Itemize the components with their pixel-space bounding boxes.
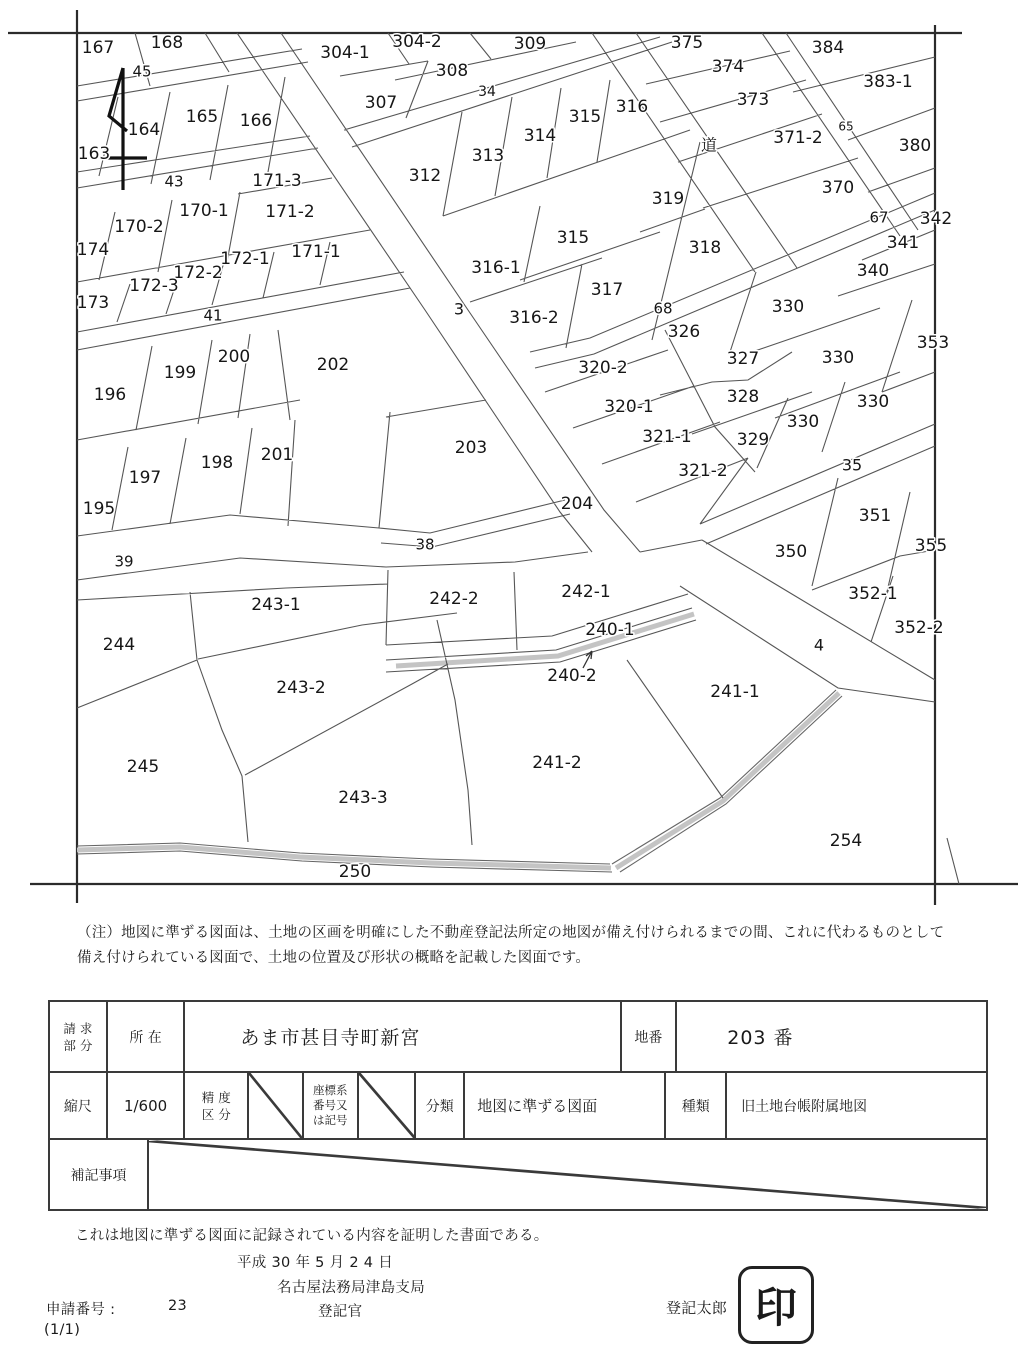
parcel-label-304-2: 304-2 <box>392 32 442 52</box>
parcel-label-38: 38 <box>415 535 435 554</box>
parcel-label-321-2: 321-2 <box>678 461 728 481</box>
parcel-label-171-3: 171-3 <box>252 171 302 191</box>
parcel-label-374: 374 <box>711 57 745 77</box>
parcel-label-352-1: 352-1 <box>848 584 898 604</box>
parcel-label-34: 34 <box>478 84 496 100</box>
parcel-label-170-2: 170-2 <box>114 217 164 237</box>
parcel-label-204: 204 <box>560 494 594 514</box>
parcel-label-342: 342 <box>919 209 953 229</box>
issuing-office: 名古屋法務局津島支局 <box>277 1280 425 1296</box>
parcel-label-380: 380 <box>898 136 932 156</box>
parcel-label-道: 道 <box>700 135 718 155</box>
parcel-label-35: 35 <box>841 455 863 475</box>
note-line-1: （注）地図に準ずる図面は、土地の区画を明確にした不動産登記法所定の地図が備え付けられるまでの間、これに代わるものとして <box>77 925 945 941</box>
parcel-label-340: 340 <box>856 261 890 281</box>
table-row-remarks <box>50 1140 986 1209</box>
parcel-label-318: 318 <box>688 238 722 258</box>
parcel-label-39: 39 <box>114 552 134 571</box>
parcel-label-3: 3 <box>453 299 465 319</box>
parcel-label-241-1: 241-1 <box>710 682 760 702</box>
precision-label: 精 度 区 分 <box>185 1073 249 1138</box>
parcel-label-330: 330 <box>771 297 805 317</box>
parcel-label-373: 373 <box>736 90 770 110</box>
parcel-label-375: 375 <box>670 33 704 53</box>
precision-blank-cell <box>249 1073 304 1138</box>
parcel-label-308: 308 <box>435 61 469 81</box>
parcel-label-243-3: 243-3 <box>338 788 388 808</box>
parcel-label-309: 309 <box>513 34 547 54</box>
parcel-label-241-2: 241-2 <box>532 753 582 773</box>
parcel-label-370: 370 <box>821 178 855 198</box>
parcel-label-196: 196 <box>93 385 127 405</box>
diagonal-slash <box>149 1140 986 1209</box>
parcel-label-315: 315 <box>568 107 602 127</box>
registrar-name: 登記太郎 <box>666 1299 728 1317</box>
parcel-label-307: 307 <box>364 93 398 113</box>
classification-label: 分類 <box>416 1073 465 1138</box>
parcel-label-240-2: 240-2 <box>547 666 597 686</box>
request-part-label: 請 求 部 分 <box>50 1002 108 1071</box>
parcel-label-330: 330 <box>856 392 890 412</box>
parcel-label-328: 328 <box>726 387 760 407</box>
parcel-label-166: 166 <box>239 111 273 131</box>
location-value: あま市甚目寺町新宮 <box>185 1002 621 1071</box>
remarks-value <box>149 1140 986 1209</box>
parcel-label-341: 341 <box>886 233 920 253</box>
location-label: 所 在 <box>108 1002 186 1071</box>
issue-date: 平成 30 年 5 月 2 4 日 <box>237 1255 393 1271</box>
registrar-title: 登記官 <box>318 1304 363 1320</box>
parcel-label-243-1: 243-1 <box>251 595 301 615</box>
parcel-label-242-2: 242-2 <box>429 589 479 609</box>
parcel-label-245: 245 <box>126 757 160 777</box>
note-line-2: 備え付けられている図面で、土地の位置及び形状の概略を記載した図面です。 <box>77 950 591 966</box>
certification-statement: これは地図に準ずる図面に記録されている内容を証明した書面である。 <box>75 1228 549 1244</box>
parcel-label-197: 197 <box>128 468 162 488</box>
parcel-label-317: 317 <box>590 280 624 300</box>
parcel-label-371-2: 371-2 <box>773 128 823 148</box>
parcel-label-355: 355 <box>914 536 948 556</box>
diagonal-slash <box>359 1073 415 1138</box>
parcel-label-383-1: 383-1 <box>863 72 913 92</box>
stamp-character: 印 <box>754 1283 797 1332</box>
parcel-label-171-2: 171-2 <box>265 202 315 222</box>
parcel-label-171-1: 171-1 <box>291 242 341 262</box>
parcel-label-313: 313 <box>471 146 505 166</box>
parcel-label-244: 244 <box>102 635 136 655</box>
parcel-label-330: 330 <box>786 412 820 432</box>
parcel-label-172-3: 172-3 <box>129 276 179 296</box>
parcel-label-165: 165 <box>185 107 219 127</box>
application-number-label: 申請番号 : <box>46 1302 116 1318</box>
parcel-label-202: 202 <box>316 355 350 375</box>
registrar-seal-stamp <box>738 1266 814 1344</box>
diagonal-slash <box>249 1073 302 1138</box>
parcel-label-164: 164 <box>127 120 161 140</box>
map-note <box>77 921 977 971</box>
parcel-label-316-2: 316-2 <box>509 308 559 328</box>
parcel-label-174: 174 <box>76 240 110 260</box>
parcel-label-67: 67 <box>869 208 889 227</box>
kind-value: 旧土地台帳附属地図 <box>741 1098 868 1115</box>
water-shading <box>77 614 839 868</box>
parcel-label-304-1: 304-1 <box>320 43 370 63</box>
parcel-label-203: 203 <box>454 438 488 458</box>
parcel-label-250: 250 <box>338 862 372 882</box>
parcel-label-167: 167 <box>81 38 115 58</box>
river-lines <box>77 690 842 872</box>
parcel-label-170-1: 170-1 <box>179 201 229 221</box>
scale-label: 縮尺 <box>50 1073 108 1138</box>
remarks-label: 補記事項 <box>50 1140 149 1209</box>
parcel-label-173: 173 <box>76 293 110 313</box>
parcel-label-172-1: 172-1 <box>220 249 270 269</box>
parcel-label-329: 329 <box>736 430 770 450</box>
parcel-labels <box>77 32 952 882</box>
parcel-label-198: 198 <box>200 453 234 473</box>
parcel-label-312: 312 <box>408 166 442 186</box>
parcel-label-320-1: 320-1 <box>604 397 654 417</box>
parcel-label-314: 314 <box>523 126 557 146</box>
coordinate-blank-cell <box>359 1073 417 1138</box>
parcel-label-254: 254 <box>829 831 863 851</box>
parcel-label-240-1: 240-1 <box>585 620 635 640</box>
parcel-label-45: 45 <box>132 62 152 81</box>
parcel-label-168: 168 <box>150 33 184 53</box>
parcel-label-315: 315 <box>556 228 590 248</box>
parcel-label-321-1: 321-1 <box>642 427 692 447</box>
parcel-label-200: 200 <box>217 347 251 367</box>
parcel-label-199: 199 <box>163 363 197 383</box>
parcel-label-4: 4 <box>813 635 825 655</box>
page-indicator: (1/1) <box>44 1322 81 1338</box>
parcel-label-352-2: 352-2 <box>894 618 944 638</box>
table-row-classification <box>50 1073 986 1140</box>
parcel-label-65: 65 <box>838 119 854 134</box>
parcel-label-327: 327 <box>726 349 760 369</box>
parcel-label-319: 319 <box>651 189 685 209</box>
parcel-label-326: 326 <box>667 322 701 342</box>
parcel-label-384: 384 <box>811 38 845 58</box>
kind-label: 種類 <box>666 1073 727 1138</box>
attribute-table <box>48 1000 988 1211</box>
scale-value: 1/600 <box>108 1073 186 1138</box>
application-number-value: 23 <box>168 1298 188 1314</box>
parcel-label-316: 316 <box>615 97 649 117</box>
parcel-label-320-2: 320-2 <box>578 358 628 378</box>
coordinate-system-label: 座標系 番号又 は記号 <box>304 1073 359 1138</box>
parcel-label-316-1: 316-1 <box>471 258 521 278</box>
parcel-label-68: 68 <box>653 299 673 318</box>
parcel-label-201: 201 <box>260 445 294 465</box>
parcel-label-350: 350 <box>774 542 808 562</box>
parcel-label-330: 330 <box>821 348 855 368</box>
parcel-label-43: 43 <box>164 172 184 191</box>
parcel-label-243-2: 243-2 <box>276 678 326 698</box>
parcel-label-163: 163 <box>77 144 111 164</box>
table-row-location <box>50 1002 986 1073</box>
parcel-label-195: 195 <box>82 499 116 519</box>
parcel-number-value: 203 番 <box>727 1027 794 1049</box>
parcel-label-242-1: 242-1 <box>561 582 611 602</box>
classification-value: 地図に準ずる図面 <box>465 1073 666 1138</box>
parcel-label-351: 351 <box>858 506 892 526</box>
parcel-label-41: 41 <box>203 306 223 325</box>
parcel-label-353: 353 <box>916 333 950 353</box>
parcel-label-172-2: 172-2 <box>173 263 223 283</box>
parcel-number-label: 地番 <box>622 1002 678 1071</box>
